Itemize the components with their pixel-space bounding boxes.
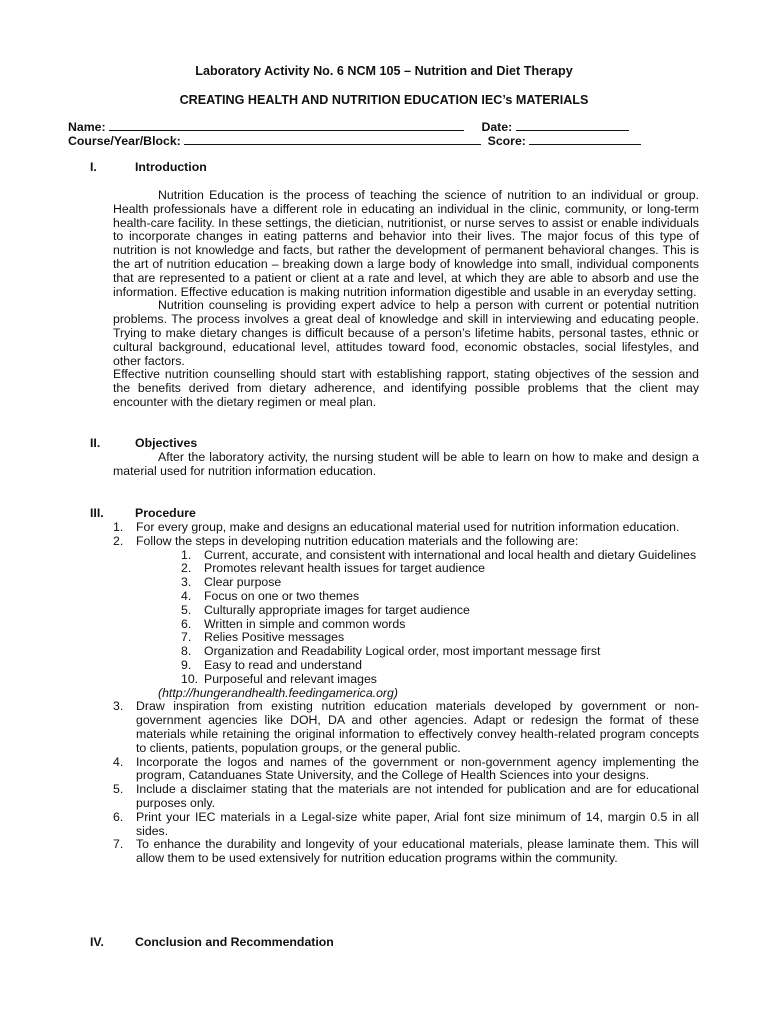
list-item: 1. Current, accurate, and consistent with international and local health and dietary Guidelines (181, 547, 697, 562)
score-field-line[interactable] (529, 134, 641, 145)
score-label: Score: (487, 134, 526, 148)
date-field-line[interactable] (516, 120, 629, 131)
section-number: III. (90, 506, 104, 520)
list-item: 4. Focus on one or two themes (181, 588, 360, 603)
name-field-line[interactable] (109, 120, 464, 131)
section-heading-objectives (90, 437, 197, 451)
section-title: Introduction (135, 160, 207, 174)
list-item: 2. Promotes relevant health issues for target audience (181, 561, 485, 576)
procedure-list (113, 521, 699, 866)
list-item: 5. Include a disclaimer stating that the materials are not intended for publication and are for educational purposes only. (113, 782, 699, 810)
list-item: 10. Purposeful and relevant images (181, 671, 377, 686)
section-heading-introduction (90, 161, 207, 175)
course-label: Course/Year/Block: (68, 134, 181, 148)
course-field-line[interactable] (184, 134, 481, 145)
list-item: 5. Culturally appropriate images for target audience (181, 602, 470, 617)
section-heading-conclusion (90, 936, 334, 950)
list-item: 2. Follow the steps in developing nutrition education materials and the following are: 1. Current, accurate, and consistent with international and local health and dietary Guidelines 2. Promotes relevant health issues for target audience 3. Clear purpose 4. Focus on one or two themes 5. Culturally appropriate images for target audience 6. Written in simple and common words 7. Relies Positive messages 8. Organization and Readability Logical order, most important message first 9. Easy to read and understand 10. Purposeful and relevant images (http://hungerandhealth.feedingamerica.org) (113, 535, 699, 701)
name-label: Name: (68, 120, 106, 134)
section-number: II. (90, 436, 101, 450)
introduction-paragraph-1: Nutrition Education is the process of teaching the science of nutrition to an individual or group. Health professionals have a different role in educating an individual in the clinic, community, or long-term health-care facility. In these settings, the dietician, nutritionist, or nurse serves to assist or enable individuals to incorporate changes in eating patterns and behavior into their lives. The major focus of this type of nutrition is not knowledge and facts, but rather the development of permanent behavioral changes. This is the art of nutrition education – breaking down a large body of knowledge into small, individual components that are represented to a patient or client at a rate and level, at which they are able to absorb and use the information. Effective education is making nutrition information digestible and usable in an everyday setting. (113, 188, 699, 299)
section-heading-procedure (90, 507, 196, 521)
section-number: IV. (90, 935, 104, 949)
list-item: 4. Incorporate the logos and names of the government or non-government agency implementing the program, Catanduanes State University, and the College of Health Sciences into your designs. (113, 754, 699, 783)
name-date-row (68, 120, 668, 135)
list-item: 7. Relies Positive messages (181, 630, 345, 645)
section-title: Objectives (135, 436, 198, 450)
list-item: 6. Written in simple and common words (181, 616, 406, 631)
date-label: Date: (481, 120, 513, 134)
course-score-row (68, 134, 668, 149)
guideline-steps-list (181, 549, 699, 687)
list-item: 7. To enhance the durability and longevity of your educational materials, please laminate them. This will allow them to be used extensively for nutrition education programs within the community. (113, 837, 699, 866)
source-link[interactable]: (http://hungerandhealth.feedingamerica.org) (158, 685, 398, 700)
introduction-paragraph-2: Nutrition counseling is providing expert advice to help a person with current or potential nutrition problems. The process involves a great deal of knowledge and skill in interviewing and educating people. Trying to make dietary changes is difficult because of a person’s lifetime habits, personal tastes, ethnic or cultural background, educational level, attitudes toward food, economic obstacles, social lifestyles, and other factors. (113, 298, 699, 368)
list-item: 8. Organization and Readability Logical order, most important message first (181, 644, 601, 659)
section-title: Conclusion and Recommendation (135, 935, 334, 949)
document-title: Laboratory Activity No. 6 NCM 105 – Nutrition and Diet Therapy (195, 64, 573, 78)
document-subtitle: CREATING HEALTH AND NUTRITION EDUCATION IEC’s MATERIALS (179, 93, 589, 107)
list-item: 3. Clear purpose (181, 575, 282, 590)
list-item: 3. Draw inspiration from existing nutrition education materials developed by government or non-government agencies like DOH, DA and other agencies. Adapt or redesign the format of these materials while retaining the original information to effectively convey health-related program concepts to clients, patients, population groups, or the general public. (113, 699, 699, 755)
section-number: I. (90, 160, 97, 174)
list-item: 1. For every group, make and designs an educational material used for nutrition information education. (113, 520, 680, 534)
section-title: Procedure (135, 506, 196, 520)
list-item: 6. Print your IEC materials in a Legal-size white paper, Arial font size minimum of 14, margin 0.5 in all sides. (113, 809, 699, 838)
objectives-paragraph: After the laboratory activity, the nursing student will be able to learn on how to make and design a material used for nutrition information education. (113, 450, 699, 478)
objectives-body (113, 451, 699, 479)
introduction-body (113, 189, 699, 410)
list-item: 9. Easy to read and understand (181, 657, 362, 672)
introduction-paragraph-3: Effective nutrition counselling should start with establishing rapport, stating objectives of the session and the benefits derived from dietary adherence, and identifying possible problems that the client may encounter with the dietary regimen or meal plan. (113, 367, 699, 409)
